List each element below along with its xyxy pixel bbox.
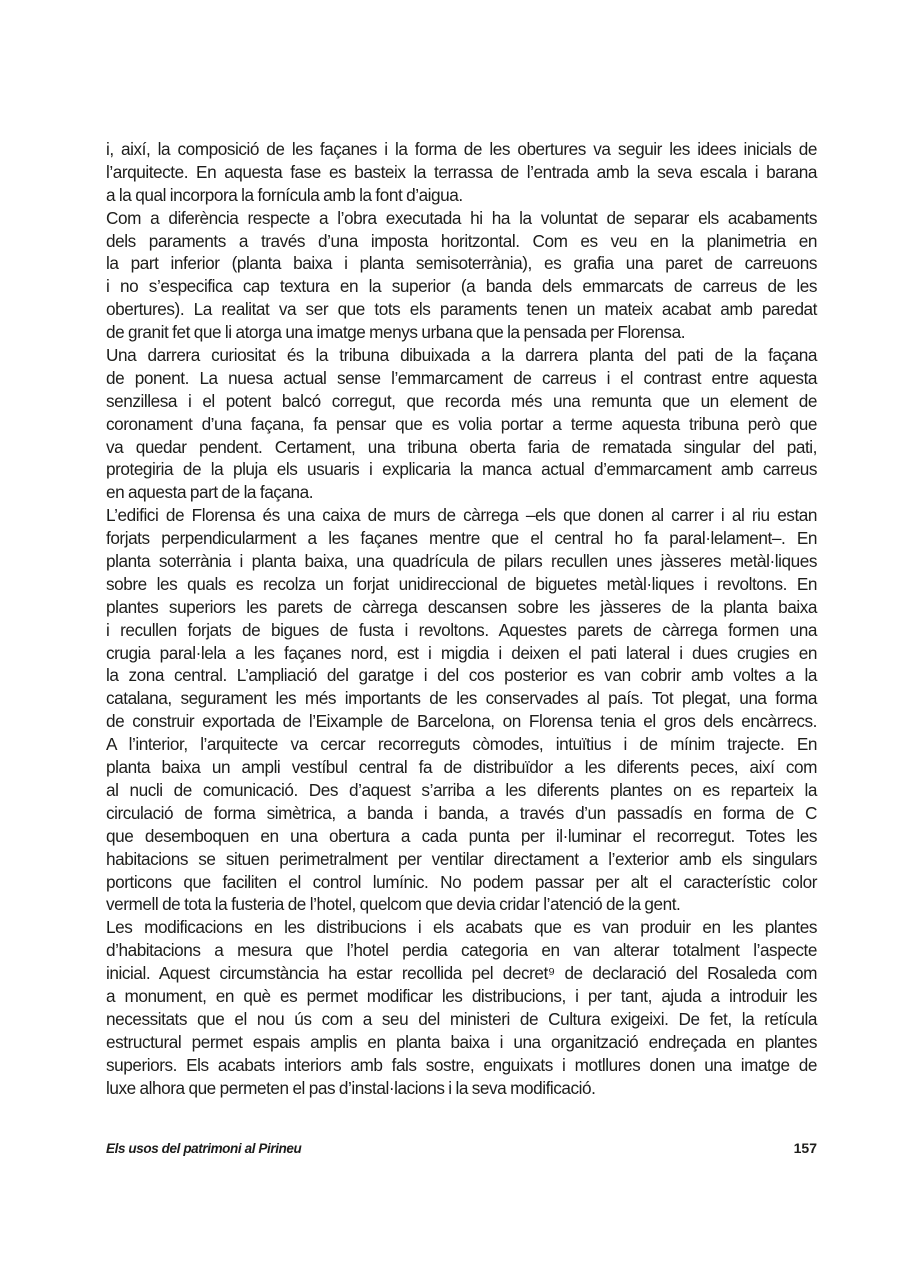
text-line: necessitats que el nou ús com a seu del ministeri de Cultura exigeixi. De fet, la retícula	[106, 1008, 817, 1029]
text-line: la zona central. L’ampliació del garatge i del cos posterior es van cobrir amb voltes a la	[106, 665, 817, 686]
text-line: i, així, la composició de les façanes i la forma de les obertures va seguir les idees inicials de	[106, 139, 817, 159]
text-line: sobre les quals es recolza un forjat unidireccional de biguetes metàl·liques i revoltons. En	[106, 573, 817, 594]
text-line: de construir exportada de l’Eixample de Barcelona, on Florensa tenia el gros dels encàrrecs.	[106, 711, 817, 732]
text-line: Una darrera curiositat és la tribuna dibuixada a la darrera planta del pati de la façana	[106, 345, 817, 366]
body-text	[106, 138, 817, 1099]
text-line: Les modificacions en les distribucions i els acabats que es van produir en les plantes	[106, 917, 817, 938]
text-line: L’edifici de Florensa és una caixa de murs de càrrega –els que donen al carrer i al riu estan	[106, 505, 817, 526]
text-line: crugia paral·lela a les façanes nord, est i migdia i deixen el pati lateral i dues crugies en	[106, 642, 817, 663]
text-line: l’arquitecte. En aquesta fase es basteix la terrassa de l’entrada amb la seva escala i barana	[106, 161, 817, 182]
paragraph	[106, 916, 817, 1099]
paragraph	[106, 733, 817, 916]
text-line: al nucli de comunicació. Des d’aquest s’arriba a les diferents plantes on es reparteix la	[106, 779, 817, 800]
text-line: d’habitacions a mesura que l’hotel perdia categoria en van alterar totalment l’aspecte	[106, 940, 817, 961]
text-line: va quedar pendent. Certament, una tribuna oberta faria de rematada singular del pati,	[106, 436, 817, 457]
text-line: dels paraments a través d’una imposta horitzontal. Com es veu en la planimetria en	[106, 230, 817, 251]
text-line: superiors. Els acabats interiors amb fals sostre, enguixats i motllures donen una imatge de	[106, 1054, 817, 1075]
text-line: habitacions se situen perimetralment per ventilar directament a l’exterior amb els singulars	[106, 848, 817, 869]
paragraph	[106, 138, 817, 207]
text-line: coronament d’una façana, fa pensar que es volia portar a terme aquesta tribuna però que	[106, 413, 817, 434]
text-line: protegiria de la pluja els usuaris i explicaria la manca actual d’emmarcament amb carreus	[106, 459, 817, 480]
paragraph	[106, 344, 817, 504]
text-line: obertures). La realitat va ser que tots els paraments tenen un mateix acabat amb paredat	[106, 299, 817, 320]
running-footer-title: Els usos del patrimoni al Pirineu	[106, 1141, 302, 1156]
text-line: porticons que faciliten el control lumínic. No podem passar per alt el característic color	[106, 871, 817, 892]
text-line: senzillesa i el potent balcó corregut, que recorda més una remunta que un element de	[106, 390, 817, 411]
text-line: vermell de tota la fusteria de l’hotel, quelcom que devia cridar l’atenció de la gent.	[106, 894, 681, 915]
text-line: inicial. Aquest circumstància ha estar recollida pel decret⁹ de declaració del Rosaleda com	[106, 963, 817, 984]
text-line: que desemboquen en una obertura a cada punta per il·luminar el recorregut. Totes les	[106, 825, 817, 846]
text-line: planta soterrània i planta baixa, una quadrícula de pilars recullen unes jàsseres metàl·liques	[106, 551, 817, 572]
text-line: luxe alhora que permeten el pas d’instal·lacions i la seva modificació.	[106, 1077, 596, 1098]
text-line: A l’interior, l’arquitecte va cercar recorreguts còmodes, intuïtius i de mínim trajecte. En	[106, 734, 817, 755]
text-line: a la qual incorpora la fornícula amb la font d’aigua.	[106, 184, 463, 205]
text-line: a monument, en què es permet modificar les distribucions, i per tant, ajuda a introduir les	[106, 985, 817, 1006]
paragraph	[106, 504, 817, 733]
text-line: de granit fet que li atorga una imatge menys urbana que la pensada per Florensa.	[106, 322, 686, 343]
text-line: circulació de forma simètrica, a banda i banda, a través d’un passadís en forma de C	[106, 802, 817, 823]
text-line: catalana, segurament les més importants de les conservades al país. Tot plegat, una forma	[106, 688, 817, 709]
text-line: de ponent. La nuesa actual sense l’emmarcament de carreus i el contrast entre aquesta	[106, 367, 817, 388]
text-line: plantes superiors les parets de càrrega descansen sobre les jàsseres de la planta baixa	[106, 596, 817, 617]
text-line: en aquesta part de la façana.	[106, 482, 314, 503]
text-line: i recullen forjats de bigues de fusta i revoltons. Aquestes parets de càrrega formen una	[106, 619, 817, 640]
text-line: la part inferior (planta baixa i planta semisoterrània), es grafia una paret de carreuons	[106, 253, 817, 274]
page-number: 157	[793, 1140, 817, 1156]
text-line: planta baixa un ampli vestíbul central fa de distribuïdor a les diferents peces, així com	[106, 757, 817, 778]
text-line: forjats perpendicularment a les façanes mentre que el central ho fa paral·lelament–. En	[106, 528, 817, 549]
text-line: estructural permet espais amplis en planta baixa i una organització endreçada en plantes	[106, 1031, 817, 1052]
text-line: i no s’especifica cap textura en la superior (a banda dels emmarcats de carreus de les	[106, 276, 817, 297]
text-line: Com a diferència respecte a l’obra executada hi ha la voluntat de separar els acabaments	[106, 207, 817, 228]
paragraph	[106, 207, 817, 344]
